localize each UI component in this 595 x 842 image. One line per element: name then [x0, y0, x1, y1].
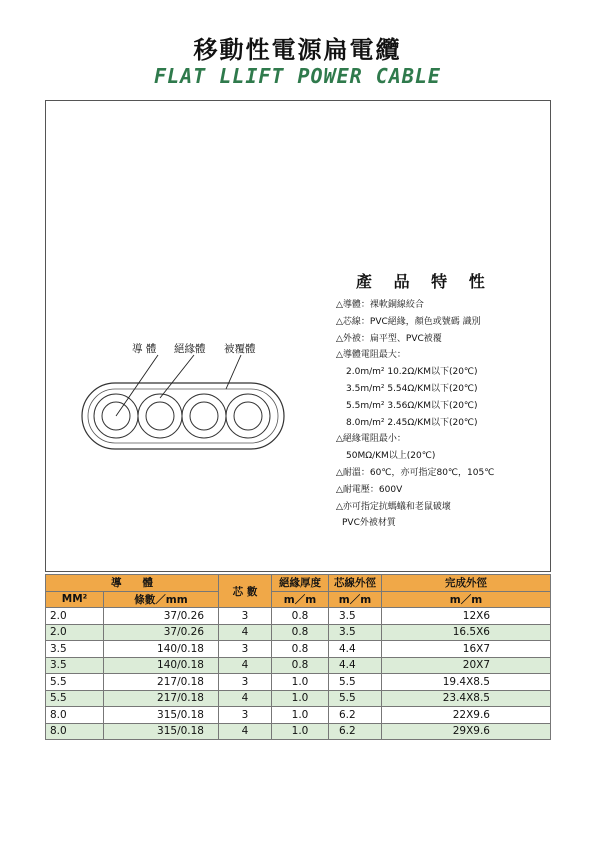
feature-item: △導體：裸軟銅線絞合 — [336, 300, 424, 310]
feature-item: 8.0m/m² 2.45Ω/KM以下(20℃) — [346, 417, 478, 428]
leader-line-sheath — [226, 355, 241, 389]
header-cores: 芯 數 — [219, 575, 272, 608]
header-ins-thickness: 絕緣厚度 — [272, 575, 329, 592]
header-finished-od: 完成外徑 — [382, 575, 551, 592]
header-core-od-unit: m／m — [329, 591, 382, 608]
feature-item: △芯線：PVC絕緣，顏色或號碼 識別 — [336, 316, 481, 327]
cell-finished-od: 20X7 — [382, 657, 551, 674]
leader-line-conductor — [116, 355, 158, 416]
feature-item: PVC外被材質 — [342, 518, 396, 529]
cell-core-od: 3.5 — [329, 624, 382, 641]
header-conductor: 導 體 — [46, 575, 219, 592]
core-insulation — [138, 394, 182, 438]
spec-table — [45, 574, 551, 740]
cell-cores: 3 — [219, 707, 272, 724]
header-core-od: 芯線外徑 — [329, 575, 382, 592]
cell-core-od: 3.5 — [329, 608, 382, 625]
cell-strands: 37/0.26 — [104, 608, 219, 625]
cell-finished-od: 12X6 — [382, 608, 551, 625]
feature-item: 3.5m/m² 5.54Ω/KM以下(20℃) — [346, 383, 478, 394]
cell-cores: 4 — [219, 723, 272, 740]
cell-ins-thickness: 0.8 — [272, 641, 329, 658]
cell-finished-od: 22X9.6 — [382, 707, 551, 724]
cell-cores: 4 — [219, 624, 272, 641]
cell-mm2: 8.0 — [46, 707, 104, 724]
header-ins-thickness-unit: m／m — [272, 591, 329, 608]
cell-finished-od: 23.4X8.5 — [382, 690, 551, 707]
cell-finished-od: 16.5X6 — [382, 624, 551, 641]
header-mm2: MM² — [46, 591, 104, 608]
cell-mm2: 8.0 — [46, 723, 104, 740]
table-row — [46, 674, 551, 691]
table-row — [46, 608, 551, 625]
cell-mm2: 2.0 — [46, 608, 104, 625]
cell-ins-thickness: 0.8 — [272, 624, 329, 641]
cell-strands: 37/0.26 — [104, 624, 219, 641]
product-panel — [45, 100, 551, 572]
cell-core-od: 4.4 — [329, 657, 382, 674]
page-subtitle: FLAT LLIFT POWER CABLE — [154, 64, 441, 88]
feature-item: △外被：扁平型、PVC被覆 — [336, 333, 442, 344]
feature-item: △耐電壓：600V — [336, 484, 403, 495]
table-row — [46, 657, 551, 674]
label-conductor: 導 體 — [132, 343, 157, 355]
feature-item: △耐溫：60℃，亦可指定80℃，105℃ — [336, 467, 495, 478]
label-insulation: 絕緣體 — [174, 343, 206, 355]
cell-finished-od: 16X7 — [382, 641, 551, 658]
table-row — [46, 641, 551, 658]
cell-mm2: 2.0 — [46, 624, 104, 641]
cable-cross-section-diagram — [76, 333, 296, 453]
cell-ins-thickness: 1.0 — [272, 690, 329, 707]
cell-strands: 315/0.18 — [104, 707, 219, 724]
cell-strands: 140/0.18 — [104, 657, 219, 674]
cell-finished-od: 19.4X8.5 — [382, 674, 551, 691]
cell-core-od: 5.5 — [329, 690, 382, 707]
cell-mm2: 3.5 — [46, 641, 104, 658]
cell-ins-thickness: 0.8 — [272, 608, 329, 625]
cell-core-od: 6.2 — [329, 707, 382, 724]
features-list — [336, 297, 494, 532]
cell-strands: 315/0.18 — [104, 723, 219, 740]
cell-finished-od: 29X9.6 — [382, 723, 551, 740]
cell-mm2: 5.5 — [46, 690, 104, 707]
cell-mm2: 3.5 — [46, 657, 104, 674]
cell-ins-thickness: 1.0 — [272, 674, 329, 691]
core-conductor — [190, 402, 218, 430]
header-strands: 條數／mm — [104, 591, 219, 608]
cell-ins-thickness: 1.0 — [272, 707, 329, 724]
header-finished-od-unit: m／m — [382, 591, 551, 608]
feature-item: △絕緣電阻最小： — [336, 434, 406, 445]
label-sheath: 被覆體 — [224, 343, 256, 355]
table-row — [46, 707, 551, 724]
core-conductor — [234, 402, 262, 430]
cell-cores: 4 — [219, 657, 272, 674]
feature-item: △導體電阻最大： — [336, 350, 406, 361]
page-title: 移動性電源扁電纜 — [193, 36, 402, 64]
cell-ins-thickness: 1.0 — [272, 723, 329, 740]
cell-strands: 217/0.18 — [104, 690, 219, 707]
cell-cores: 3 — [219, 674, 272, 691]
cell-cores: 3 — [219, 641, 272, 658]
feature-item: 5.5m/m² 3.56Ω/KM以下(20℃) — [346, 400, 478, 411]
cell-core-od: 5.5 — [329, 674, 382, 691]
cell-strands: 217/0.18 — [104, 674, 219, 691]
feature-item: 2.0m/m² 10.2Ω/KM以下(20℃) — [346, 367, 478, 378]
leader-line-insulation — [160, 355, 194, 398]
cell-strands: 140/0.18 — [104, 641, 219, 658]
cell-ins-thickness: 0.8 — [272, 657, 329, 674]
core-insulation — [226, 394, 270, 438]
cell-mm2: 5.5 — [46, 674, 104, 691]
core-insulation — [182, 394, 226, 438]
cell-cores: 4 — [219, 690, 272, 707]
cell-core-od: 4.4 — [329, 641, 382, 658]
core-conductor — [146, 402, 174, 430]
feature-item: △亦可指定抗螞蟻和老鼠破壞 — [336, 501, 451, 512]
cell-core-od: 6.2 — [329, 723, 382, 740]
table-row — [46, 723, 551, 740]
feature-item: 50MΩ/KM以上(20℃) — [346, 451, 436, 462]
table-row — [46, 690, 551, 707]
sheath-outline — [82, 383, 284, 449]
features-heading: 產 品 特 性 — [356, 272, 493, 291]
table-row — [46, 624, 551, 641]
cell-cores: 3 — [219, 608, 272, 625]
